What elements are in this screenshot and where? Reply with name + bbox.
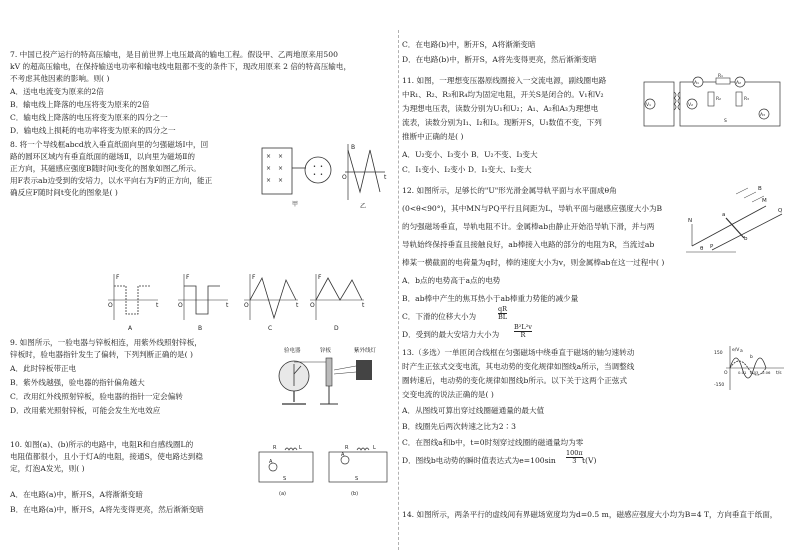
q8-bt-graph: [340, 142, 390, 212]
q12-line-2: (0<θ<90°)，其中MN与PQ平行且间距为L，导轨平面与磁感应强度大小为B: [402, 204, 663, 213]
q8-t-axis-label: t: [384, 174, 387, 181]
q10-label-a: (a): [279, 491, 286, 497]
svg-text:•: •: [313, 164, 316, 170]
q10-option-d: D．在电路(b)中，断开S，A将先变得更亮，然后渐渐变暗: [402, 55, 597, 64]
q11-a1-label: A₁: [694, 81, 699, 86]
q10-b-r-label: R: [345, 445, 349, 451]
q8-graph-d-t-label: t: [362, 302, 365, 309]
q10-circuit-a: [259, 445, 313, 497]
q13-tick-1: 0.01: [738, 370, 747, 375]
q8-label-yi: 乙: [360, 203, 367, 210]
q9-label-zinc: 锌板: [320, 348, 332, 354]
q12-d-numerator: B²L²v: [514, 323, 532, 331]
q13-t-axis-label: t/s: [776, 371, 782, 376]
q11-options-cd: C．I₁变小、I₂变小 D．I₁变大、I₂变大: [402, 165, 532, 174]
q13-curve-a-label: a: [740, 349, 743, 354]
q13-line-2: 时产生正弦式交变电流，其电动势的变化规律如图线a所示，当调整线: [402, 362, 635, 371]
q8-graph-a-f-label: F: [116, 274, 120, 281]
q12-q-label: Q: [778, 208, 783, 214]
q8-graph-b: [178, 274, 229, 332]
q10-line-1: 10. 如图(a)、(b)所示的电路中，电阻R和自感线圈L的: [10, 440, 194, 449]
q11-s-label: S: [724, 119, 727, 124]
q13-neg-peak-label: -150: [714, 383, 725, 388]
q8-graph-c: [244, 274, 299, 332]
svg-text:×: ×: [266, 153, 272, 160]
q11-line-3: 为理想电压表，读数分别为U₁和U₂；A₁、A₂和A₃为理想电: [402, 104, 599, 113]
q12-d-formula: [514, 324, 532, 339]
q12-a-label: a: [722, 212, 726, 218]
q8-b-axis-label: B: [351, 144, 356, 151]
q8-graph-d: [310, 274, 365, 332]
q10-b-lamp-label: A: [341, 452, 345, 458]
svg-text:×: ×: [278, 153, 284, 160]
q8-graph-a: [108, 274, 159, 332]
q12-option-c: C．下滑的位移大小为: [402, 312, 477, 321]
q8-label-jia: 甲: [292, 201, 299, 208]
q9-line-2: 锌板时，验电器指针发生了偏转，下列判断正确的是( ): [10, 350, 193, 359]
q10-option-a: A．在电路(a)中，断开S，A将渐渐变暗: [10, 490, 143, 499]
q8-option-graphs: [8, 270, 388, 332]
q13-tick-3: 0.06: [762, 370, 771, 375]
q7-option-c: C．输电线上降落的电压将变为原来的四分之一: [10, 113, 168, 122]
q11-r2-label: R₂: [716, 97, 721, 102]
q11-line-5: 推断中正确的是( ): [402, 132, 464, 141]
q11-r1-label: R₁: [718, 74, 723, 79]
q13-option-a: A．从图线可算出穿过线圈磁通量的最大值: [402, 406, 545, 415]
q11-r3-label: R₃: [744, 97, 749, 102]
q13-d-denominator: 3: [566, 457, 583, 465]
q12-m-label: M: [762, 198, 767, 204]
q10-line-3: 定，灯泡A发光，则( ): [10, 464, 85, 473]
q11-transformer-figure: [636, 74, 786, 136]
q13-option-b: B．线圈先后两次转速之比为2∶3: [402, 422, 516, 431]
q11-line-1: 11. 如图，一理想变压器原线圈接入一交流电源，副线圈电路: [402, 76, 607, 85]
q8-graph-c-t-label: t: [296, 302, 299, 309]
q13-line-4: 交变电流的说法正确的是( ): [402, 390, 494, 399]
q10-line-2: 电阻值都很小，且小于灯A的电阻，接通S，使电路达到稳: [10, 452, 203, 461]
q7-option-d: D．输电线上损耗的电功率将变为原来的四分之一: [10, 126, 176, 135]
q7-line-3: 不考虑其他因素的影响。则( ): [10, 74, 110, 83]
q8-graph-d-f-label: F: [318, 274, 322, 281]
q10-b-s-label: S: [355, 476, 359, 482]
q10-circuit-b: [329, 445, 387, 497]
svg-text:×: ×: [278, 177, 284, 184]
q9-label-uv-lamp: 紫外线灯: [354, 348, 377, 354]
svg-text:•: •: [320, 172, 323, 178]
q8-line-2: 路的圆环区域内有垂直纸面的磁场Ⅱ，以向里为磁场Ⅱ的: [10, 152, 195, 161]
q13-pos-peak-label: 150: [714, 351, 723, 356]
q10-a-l-label: L: [299, 445, 302, 451]
q13-d-numerator: 100π: [566, 449, 583, 457]
q11-v2-label: V₂: [688, 103, 693, 108]
q12-c-numerator: qR: [498, 305, 508, 313]
q10-a-r-label: R: [273, 445, 277, 451]
q13-tick-2: 0.03: [750, 370, 759, 375]
q7-line-1: 7. 中国已投产运行的特高压输电，是目前世界上电压最高的输电工程。假设甲、乙两地原来用500: [10, 50, 338, 59]
q11-options-ab: A．U₂变小、I₃变小 B．U₂不变、I₃变大: [402, 150, 538, 159]
q12-option-a: A．b点的电势高于a点的电势: [402, 276, 501, 285]
q8-line-5: 确反应F随时间t变化的图象是( ): [10, 188, 118, 197]
q9-electroscope-figure: [270, 344, 390, 414]
svg-text:×: ×: [278, 165, 284, 172]
q9-option-d: D．改用紫光照射锌板，可能会发生光电效应: [10, 406, 161, 415]
q7-option-b: B．输电线上降落的电压将变为原来的2倍: [10, 100, 150, 109]
svg-text:•: •: [313, 172, 316, 178]
q13-curve-b-label: b: [750, 355, 753, 360]
q8-graph-a-origin: O: [108, 302, 113, 309]
q13-origin-label: O: [724, 371, 728, 376]
q10-label-b: (b): [351, 491, 359, 497]
q7-option-a: A．送电电流变为原来的2倍: [10, 87, 104, 96]
q12-line-1: 12. 如图所示，足够长的"U"形光滑金属导轨平面与水平面成θ角: [402, 186, 617, 195]
q8-graph-a-t-label: t: [156, 302, 159, 309]
q13-line-1: 13.（多选）一单匝闭合线框在匀强磁场中绕垂直于磁场的轴匀速转动: [402, 348, 635, 357]
q11-a2-label: A₂: [736, 81, 741, 86]
q7-line-2: kV 的超高压输电，在保持输送电功率和输电线电阻都不变的条件下，现改用原来 2 倍的特高压输电，: [10, 62, 352, 71]
q12-line-3: 的匀强磁场垂直，导轨电阻不计。金属棒ab由静止开始沿导轨下滑，并与两: [402, 222, 655, 231]
q12-line-5: 棒某一横截面的电荷量为q时，棒的速度大小为v，则金属棒ab在这一过程中( ): [402, 258, 665, 267]
q14-line-1: 14. 如图所示，两条平行的虚线间有界磁场宽度均为d=0.5 m，磁感应强度大小均为B=4 T，方向垂直于纸面，: [402, 510, 778, 519]
q12-p-label: P: [710, 244, 714, 250]
q9-label-electroscope: 验电器: [284, 348, 301, 354]
q10-option-c: C．在电路(b)中，断开S，A将渐渐变暗: [402, 40, 536, 49]
q8-graph-b-origin: O: [178, 302, 183, 309]
q13-emf-graph: [714, 346, 786, 390]
q8-line-3: 正方向，其磁感应强度B随时间t变化的图象如图乙所示。: [10, 164, 201, 173]
q10-b-l-label: L: [373, 445, 376, 451]
svg-text:×: ×: [266, 177, 272, 184]
q8-frame-figure: [258, 140, 338, 210]
q9-line-1: 9. 如图所示，一验电器与锌板相连，用紫外线照射锌板，: [10, 338, 202, 347]
q11-v1-label: V₁: [646, 103, 651, 108]
q11-line-4: 流表，读数分别为I₁、I₂和I₃。现断开S，U₁数值不变，下列: [402, 118, 602, 127]
q8-line-4: 用F表示ab边受到的安培力，以水平向右为F的正方向，能正: [10, 176, 213, 185]
q8-graph-d-origin: O: [310, 302, 315, 309]
q13-d-formula-tail: t(V): [582, 456, 597, 465]
q10-a-lamp-label: A: [269, 459, 273, 465]
q12-d-denominator: R: [514, 331, 532, 339]
q12-field-label: B: [758, 186, 762, 192]
q12-b-label: b: [744, 236, 748, 242]
q10-a-s-label: S: [283, 476, 287, 482]
svg-text:•: •: [320, 164, 323, 170]
q12-line-4: 导轨始终保持垂直且接触良好，ab棒接入电路的部分的电阻为R，当流过ab: [402, 240, 655, 249]
q8-graph-c-origin: O: [244, 302, 249, 309]
q8-graph-b-t-label: t: [226, 302, 229, 309]
q9-option-b: B．紫外线越强，验电器的指针偏角越大: [10, 378, 145, 387]
column-divider: [398, 30, 399, 550]
q11-line-2: 中R₁、R₂、R₃和R₄均为固定电阻，开关S是闭合的。V₁和V₂: [402, 90, 604, 99]
q12-n-label: N: [688, 218, 693, 224]
q8-graph-c-label: C: [268, 325, 273, 332]
q8-origin-label: O: [342, 174, 347, 181]
q13-line-3: 圈转速后，电动势的变化规律如图线b所示。以下关于这两个正弦式: [402, 376, 628, 385]
q13-d-formula: [566, 450, 583, 465]
q9-option-c: C．改用红外线照射锌板，验电器的指针一定会偏转: [10, 392, 183, 401]
q12-option-b: B．ab棒中产生的焦耳热小于ab棒重力势能的减少量: [402, 294, 579, 303]
q12-rail-figure: [686, 184, 786, 254]
q8-graph-b-label: B: [198, 325, 203, 332]
q13-option-c: C．在图线a和b中，t=0时刻穿过线圈的磁通量均为零: [402, 438, 584, 447]
q12-c-formula: [498, 306, 507, 321]
q10-option-b: B．在电路(a)中，断开S，A将先变得更亮，然后渐渐变暗: [10, 505, 204, 514]
q8-graph-d-label: D: [334, 325, 339, 332]
q12-theta-label: θ: [700, 246, 704, 252]
q13-option-d: D．图线b电动势的瞬时值表达式为e=100sin: [402, 456, 556, 465]
q10-circuit-figures: [253, 440, 393, 500]
q8-graph-c-f-label: F: [252, 274, 256, 281]
q8-graph-b-f-label: F: [186, 274, 190, 281]
q12-option-d: D．受到的最大安培力大小为: [402, 330, 500, 339]
q8-line-1: 8. 将一个导线框abcd放入垂直纸面向里的匀强磁场Ⅰ中，回: [10, 140, 209, 149]
q8-graph-a-label: A: [128, 325, 133, 332]
svg-text:×: ×: [266, 165, 272, 172]
q12-c-denominator: BL: [498, 313, 508, 321]
q9-option-a: A．此时锌板带正电: [10, 364, 77, 373]
q13-e-axis-label: e/V: [732, 348, 740, 353]
q11-a3-label: A₃: [760, 113, 765, 118]
